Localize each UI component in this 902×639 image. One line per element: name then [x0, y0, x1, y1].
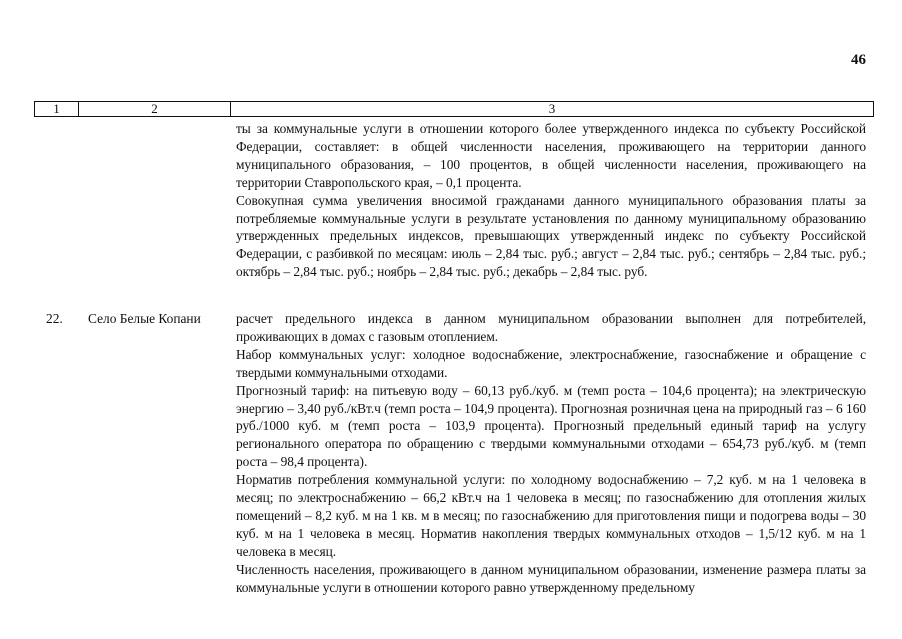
column-number-1: 1 [35, 102, 79, 116]
paragraph: Численность населения, проживающего в данном муниципальном образовании, изменение размера платы за коммунальные услуги в отношении которого равно утвержденному предельному [236, 561, 866, 595]
column-number-3: 3 [548, 101, 556, 116]
table-header-row [34, 101, 874, 117]
paragraph: Набор коммунальных услуг: холодное водоснабжение, электроснабжение, газоснабжение и обращение с твердыми коммунальными отходами. [236, 346, 866, 380]
paragraph: Прогнозный тариф: на питьевую воду – 60,13 руб./куб. м (темп роста – 104,6 процента); на электрическую энергию – 3,40 руб./кВт.ч (темп роста – 104,9 процента). Прогнозная розничная цена на природный газ – 6 160 руб./1000 куб. м (темп роста – 103,9 процента). Прогнозный предельный единый тариф на услугу регионального оператора по обращению с твердыми коммунальными отходами – 654,73 руб./куб. м (темп роста – 98,4 процента). [236, 382, 866, 470]
paragraph: расчет предельного индекса в данном муниципальном образовании выполнен для потребителей, проживающих в домах с газовым отоплением. [236, 311, 866, 344]
paragraph: Совокупная сумма увеличения вносимой гражданами данного муниципального образования платы за потребляемые коммунальные услуги в результате установления по данному муниципальному образованию утвержденных предельных индексов, превышающих утвержденный индекс по субъекту Российской Федерации, с разбивкой по месяцам: июль – 2,84 тыс. руб.; август – 2,84 тыс. руб.; сентябрь – 2,84 тыс. руб.; октябрь – 2,84 тыс. руб.; ноябрь – 2,84 тыс. руб.; декабрь – 2,84 тыс. руб. [236, 192, 866, 280]
page-number: 46 [851, 52, 866, 68]
paragraph: ты за коммунальные услуги в отношении которого более утвержденного индекса по субъекту Российской Федерации, составляет: в общей численности населения, проживающего на территории данного муниципального образования, – 100 процентов, в общей численности населения, проживающего на территории Ставропольского края, – 0,1 процента. [236, 121, 866, 190]
column-number-2: 2 [79, 102, 231, 116]
row-22-description [236, 310, 866, 597]
paragraph: Норматив потребления коммунальной услуги: по холодному водоснабжению – 7,2 куб. м на 1 человека в месяц; по электроснабжению – 66,2 кВт.ч на 1 человека в месяц; по газоснабжению для отопления жилых помещений – 8,2 куб. м на 1 кв. м в месяц; по газоснабжению для приготовления пищи и подогрева воды – 30 куб. м на 1 человека в месяц. Норматив накопления твердых коммунальных отходов – 1,5/12 куб. м на 1 человека в месяц. [236, 472, 866, 559]
municipality-name: Село Белые Копани [88, 311, 201, 326]
row-number: 22. [46, 311, 63, 326]
continued-cell-text [236, 120, 866, 281]
